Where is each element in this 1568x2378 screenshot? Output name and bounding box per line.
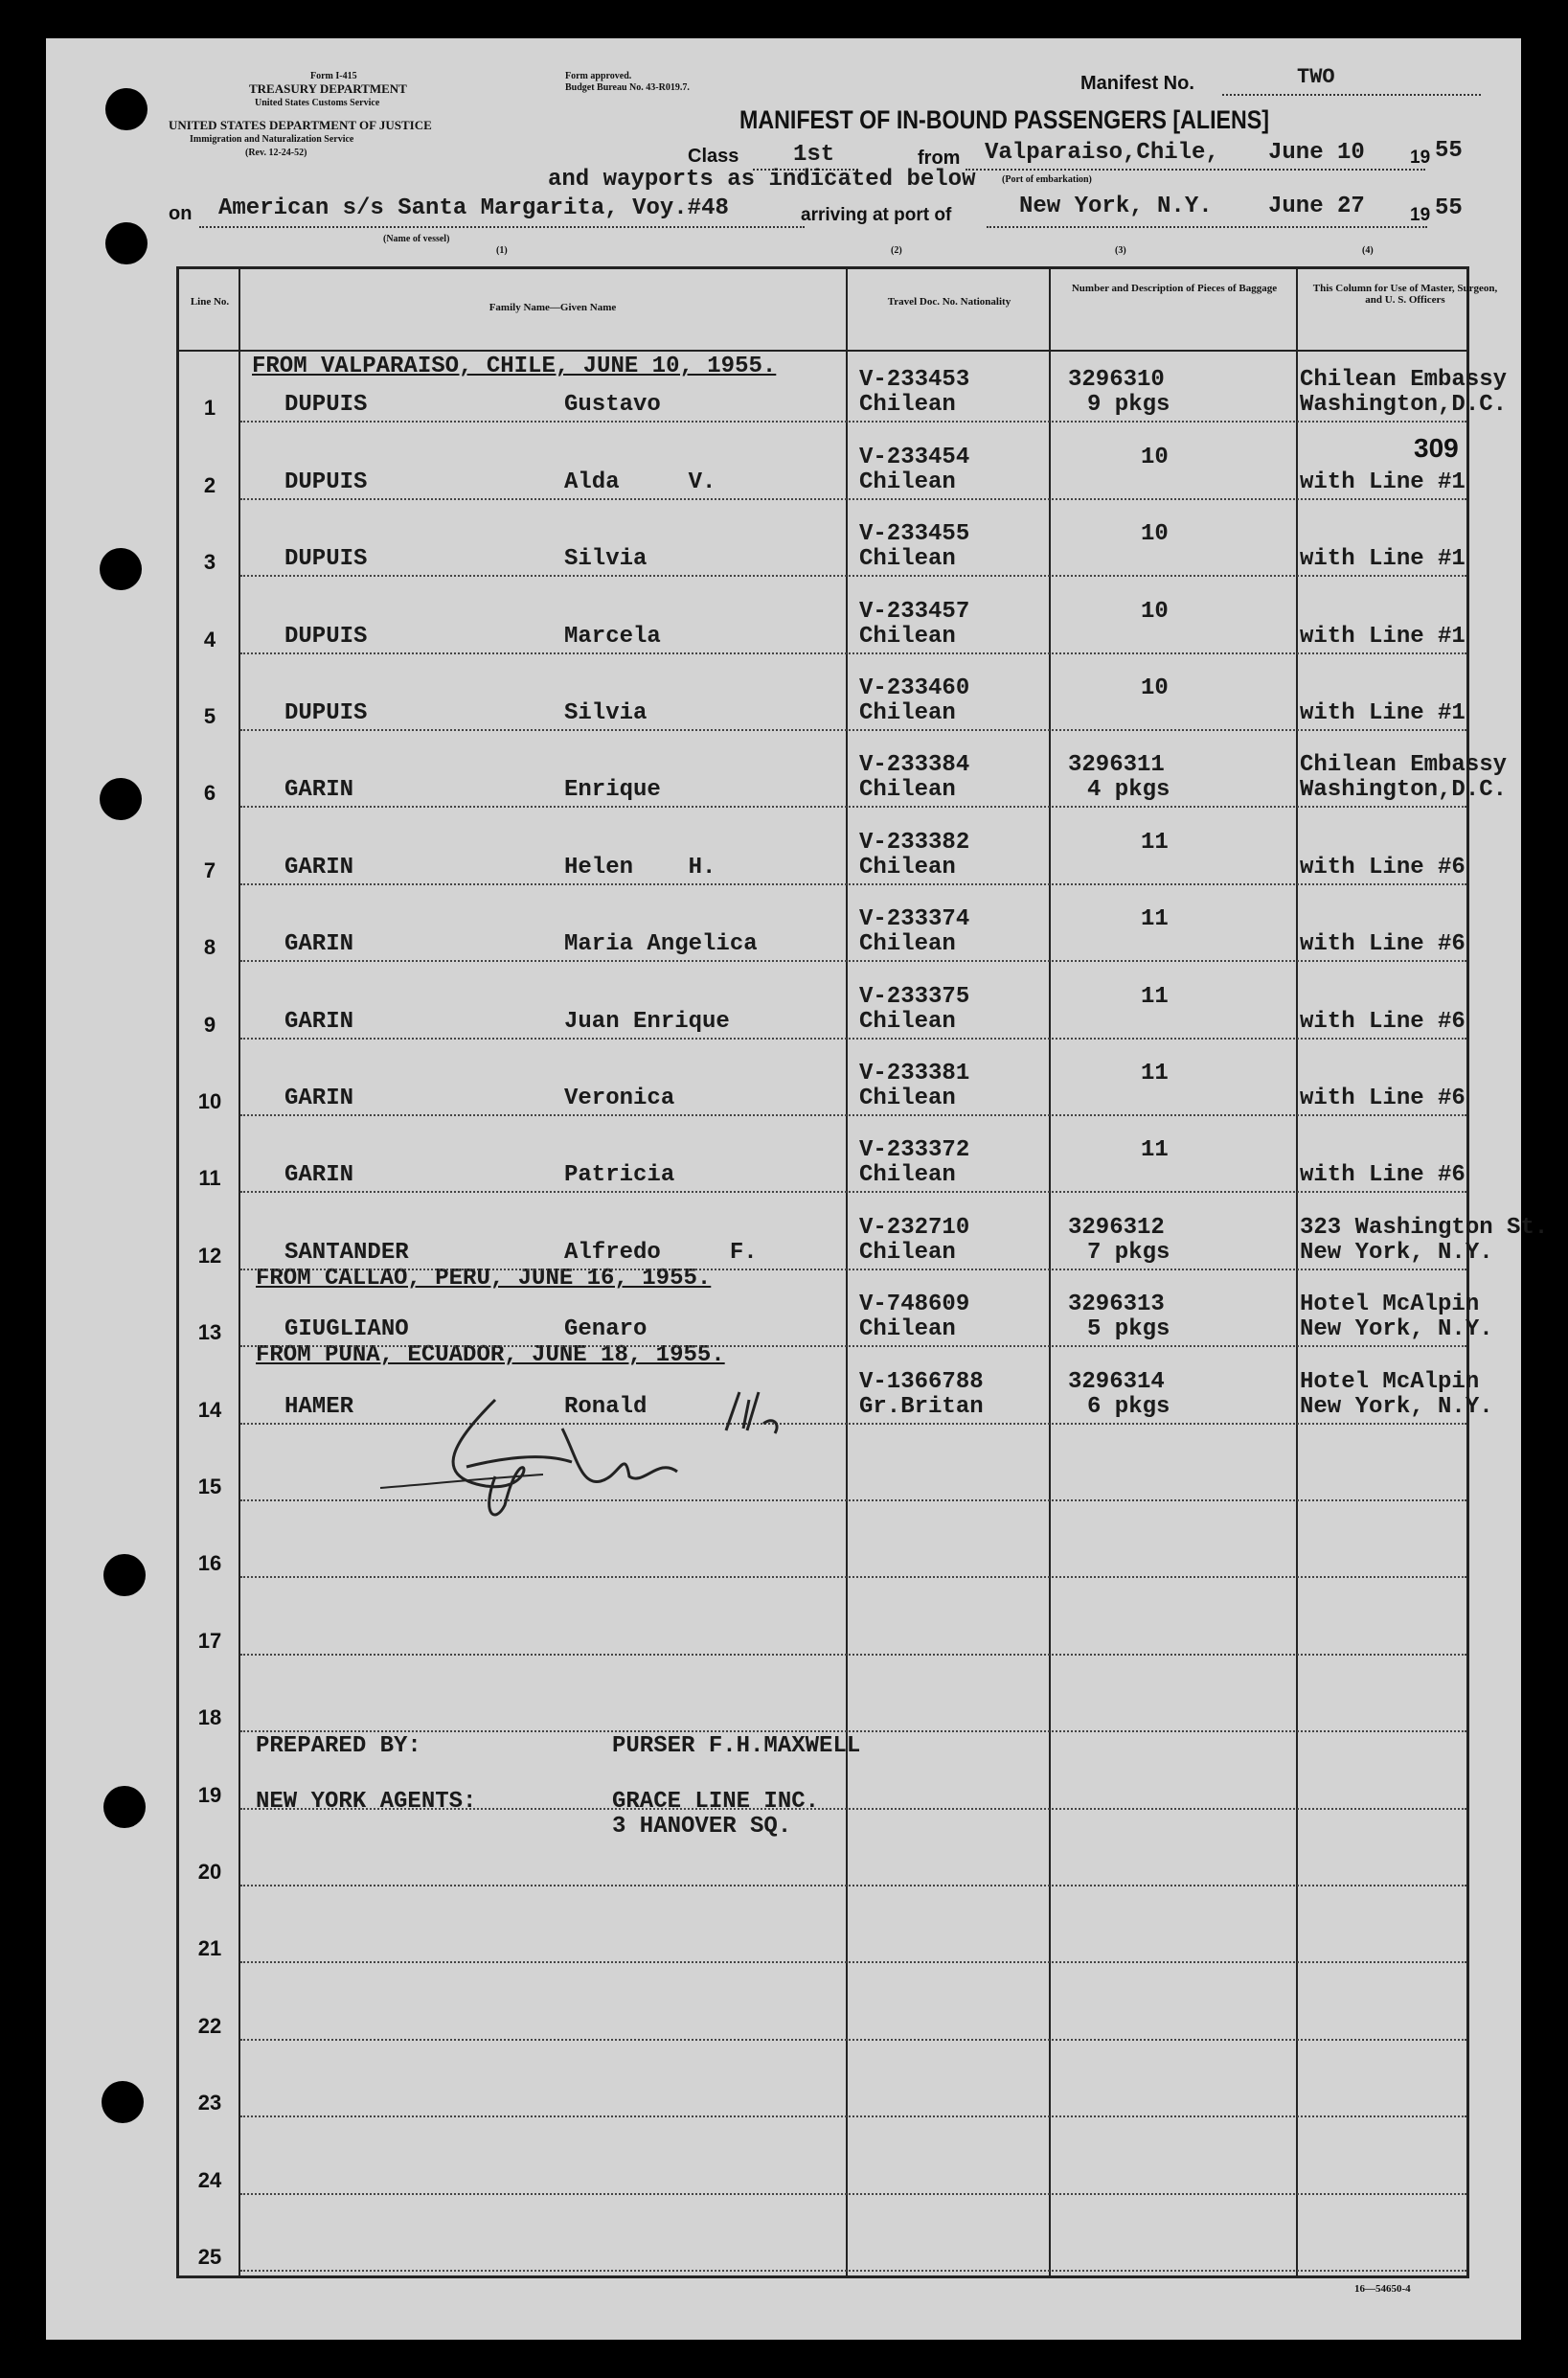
row-divider [240, 806, 1466, 808]
agents-line-2: 3 HANOVER SQ. [612, 1814, 792, 1840]
class-value: 1st [793, 142, 835, 168]
travel-doc-no: V-233460 [859, 675, 970, 701]
line-number: 1 [203, 396, 216, 421]
officer-note-2: with Line #1 [1300, 469, 1466, 495]
ins-label: Immigration and Naturalization Service [190, 134, 354, 145]
line-number: 12 [197, 1243, 222, 1268]
travel-doc-no: V-233384 [859, 752, 970, 779]
row-divider [240, 1576, 1466, 1578]
baggage-tag: 10 [1141, 521, 1169, 548]
officer-note-2: with Line #1 [1300, 623, 1466, 650]
travel-doc-no: V-233454 [859, 444, 970, 470]
row-divider [240, 1961, 1466, 1963]
travel-doc-no: V-233382 [859, 829, 970, 856]
treasury-dept: TREASURY DEPARTMENT [249, 81, 407, 96]
row-divider [240, 883, 1466, 885]
row-divider [240, 1114, 1466, 1116]
officer-note-1: Chilean Embassy [1300, 752, 1508, 779]
officer-note-2: with Line #6 [1300, 931, 1466, 958]
travel-doc-no: V-233455 [859, 521, 970, 548]
officer-note-2: with Line #1 [1300, 700, 1466, 726]
from-port: Valparaiso,Chile, [985, 140, 1219, 166]
wayports-note: and wayports as indicated below [548, 167, 976, 193]
agents-label: NEW YORK AGENTS: [256, 1789, 477, 1815]
given-name: Alfredo F. [564, 1239, 758, 1266]
nationality: Chilean [859, 777, 956, 804]
baggage-tag: 10 [1141, 675, 1169, 701]
from-date: June 10 [1268, 140, 1365, 166]
given-name: Gustavo [564, 392, 661, 419]
officer-note-2: with Line #6 [1300, 854, 1466, 880]
officer-note-1: Hotel McAlpin [1300, 1292, 1480, 1318]
line-number: 19 [197, 1782, 222, 1807]
family-name: DUPUIS [284, 392, 368, 419]
family-name: GARIN [284, 1086, 354, 1111]
officer-note-2: with Line #6 [1300, 1162, 1466, 1189]
officer-note-2: New York, N.Y. [1300, 1316, 1493, 1343]
baggage-tag: 3296314 [1068, 1368, 1165, 1395]
section-heading-valparaiso: FROM VALPARAISO, CHILE, JUNE 10, 1955. [252, 354, 777, 379]
prepared-by-label: PREPARED BY: [256, 1733, 421, 1759]
arrival-year-prefix: 19 [1410, 205, 1431, 225]
family-name: SANTANDER [284, 1239, 409, 1266]
given-name: Enrique [564, 777, 661, 804]
baggage-tag: 10 [1141, 598, 1169, 625]
row-divider [240, 1191, 1466, 1193]
line-number: 22 [197, 2013, 222, 2038]
line-number: 10 [197, 1089, 222, 1113]
officer-note-1: 323 Washington St. [1300, 1214, 1549, 1241]
page-number: 309 [1414, 433, 1459, 463]
family-name: DUPUIS [284, 623, 368, 650]
header-travel-doc: Travel Doc. No. Nationality [887, 296, 1011, 308]
family-name: GARIN [284, 1162, 354, 1189]
given-name: Ronald [564, 1393, 648, 1420]
vessel-label: (Name of vessel) [383, 234, 450, 244]
given-name: Veronica [564, 1086, 675, 1111]
travel-doc-no: V-233375 [859, 983, 970, 1010]
travel-doc-no: V-748609 [859, 1292, 970, 1318]
given-name: Silvia [564, 546, 648, 573]
given-name: Maria Angelica [564, 931, 758, 958]
nationality: Chilean [859, 546, 956, 573]
row-divider [240, 498, 1466, 500]
baggage-tag: 3296311 [1068, 752, 1165, 779]
baggage-tag: 3296312 [1068, 1214, 1165, 1241]
from-year-prefix: 19 [1410, 148, 1431, 168]
baggage-tag: 11 [1141, 829, 1169, 856]
row-divider [240, 1885, 1466, 1886]
baggage-count: 7 pkgs [1087, 1239, 1170, 1266]
agents-line-1: GRACE LINE INC. [612, 1789, 820, 1815]
line-number: 17 [197, 1628, 222, 1653]
col-4-marker: (4) [1362, 245, 1374, 256]
nationality: Chilean [859, 700, 956, 726]
punch-hole [102, 2081, 144, 2123]
travel-doc-no: V-233381 [859, 1061, 970, 1086]
punch-hole [100, 548, 142, 590]
row-divider [240, 1345, 1466, 1347]
justice-dept: UNITED STATES DEPARTMENT OF JUSTICE [169, 118, 432, 132]
officer-note-2: with Line #6 [1300, 1086, 1466, 1111]
line-number: 20 [197, 1860, 222, 1884]
from-label: from [918, 148, 961, 169]
baggage-tag: 11 [1141, 1061, 1169, 1086]
baggage-tag: 11 [1141, 983, 1169, 1010]
form-number: Form I-415 [310, 71, 357, 81]
on-label: on [169, 203, 193, 224]
nationality: Gr.Britan [859, 1393, 984, 1420]
baggage-count: 6 pkgs [1087, 1393, 1170, 1420]
row-divider [240, 729, 1466, 731]
row-divider [240, 1654, 1466, 1656]
line-number: 2 [203, 472, 216, 497]
baggage-tag: 10 [1141, 444, 1169, 470]
nationality: Chilean [859, 854, 956, 880]
family-name: DUPUIS [284, 546, 368, 573]
arrival-date: June 27 [1268, 194, 1365, 219]
nationality: Chilean [859, 1162, 956, 1189]
given-name: Alda V. [564, 469, 716, 495]
col-3-marker: (3) [1115, 245, 1126, 256]
punch-hole [103, 1786, 146, 1828]
line-number: 16 [197, 1551, 222, 1576]
passenger-table [176, 266, 1549, 2278]
baggage-tag: 3296310 [1068, 367, 1165, 394]
given-name: Juan Enrique [564, 1008, 730, 1035]
manifest-page [46, 38, 1549, 2340]
vessel-name: American s/s Santa Margarita, Voy.#48 [218, 195, 729, 221]
nationality: Chilean [859, 623, 956, 650]
punch-hole [100, 778, 142, 820]
class-label: Class [688, 146, 739, 167]
row-divider [240, 2039, 1466, 2041]
officer-note-2: New York, N.Y. [1300, 1239, 1493, 1266]
row-divider [240, 1038, 1466, 1040]
nationality: Chilean [859, 931, 956, 958]
nationality: Chilean [859, 1239, 956, 1266]
family-name: GARIN [284, 931, 354, 958]
officer-note-1: Hotel McAlpin [1300, 1368, 1480, 1395]
section-heading-puna: FROM PUNA, ECUADOR, JUNE 18, 1955. [256, 1342, 725, 1368]
line-number: 9 [203, 1012, 216, 1037]
punch-hole [105, 88, 148, 130]
travel-doc-no: V-233372 [859, 1137, 970, 1164]
baggage-tag: 11 [1141, 1137, 1169, 1164]
line-number: 8 [203, 935, 216, 960]
given-name: Helen H. [564, 854, 716, 880]
row-divider [240, 2115, 1466, 2117]
family-name: DUPUIS [284, 700, 368, 726]
from-year: 55 [1435, 138, 1463, 164]
officer-note-2: with Line #1 [1300, 546, 1466, 573]
header-name: Family Name—Given Name [489, 302, 617, 313]
family-name: HAMER [284, 1393, 354, 1420]
punch-hole [103, 1554, 146, 1596]
row-divider [240, 1269, 1466, 1270]
arrival-year: 55 [1435, 195, 1463, 221]
line-number: 18 [197, 1705, 222, 1730]
line-number: 25 [197, 2245, 222, 2269]
nationality: Chilean [859, 1086, 956, 1111]
col-1-marker: (1) [496, 245, 508, 256]
punch-hole [105, 222, 148, 264]
row-divider [240, 652, 1466, 654]
given-name: Patricia [564, 1162, 675, 1189]
family-name: DUPUIS [284, 469, 368, 495]
section-heading-callao: FROM CALLAO, PERU, JUNE 16, 1955. [256, 1266, 712, 1292]
customs-service: United States Customs Service [255, 98, 380, 108]
col-2-marker: (2) [891, 245, 902, 256]
line-number: 13 [197, 1320, 222, 1345]
travel-doc-no: V-233453 [859, 367, 970, 394]
family-name: GARIN [284, 777, 354, 804]
given-name: Genaro [564, 1316, 648, 1343]
family-name: GARIN [284, 854, 354, 880]
line-number: 15 [197, 1475, 222, 1498]
header-baggage: Number and Description of Pieces of Baggage [1071, 283, 1278, 294]
manifest-no-value: TWO [1297, 65, 1335, 89]
row-divider [240, 2270, 1466, 2272]
officer-note-2: New York, N.Y. [1300, 1393, 1493, 1420]
baggage-count: 4 pkgs [1087, 777, 1170, 804]
nationality: Chilean [859, 392, 956, 419]
nationality: Chilean [859, 469, 956, 495]
row-divider [240, 1730, 1466, 1732]
officer-note-2: with Line #6 [1300, 1008, 1466, 1035]
handwritten-signature [371, 1371, 811, 1534]
arrival-port: New York, N.Y. [1019, 194, 1213, 219]
given-name: Marcela [564, 623, 661, 650]
travel-doc-no: V-232710 [859, 1214, 970, 1241]
travel-doc-no: V-233374 [859, 906, 970, 933]
given-name: Silvia [564, 700, 648, 726]
nationality: Chilean [859, 1316, 956, 1343]
port-embarkation-label: (Port of embarkation) [1002, 174, 1092, 185]
manifest-no-label: Manifest No. [1080, 73, 1194, 94]
line-number: 6 [203, 781, 216, 806]
revision: (Rev. 12-24-52) [245, 148, 307, 158]
line-number: 3 [203, 550, 216, 575]
line-number: 21 [197, 1936, 222, 1961]
row-divider [240, 421, 1466, 423]
baggage-count: 5 pkgs [1087, 1316, 1170, 1343]
family-name: GARIN [284, 1008, 354, 1035]
officer-note-1: Chilean Embassy [1300, 367, 1508, 394]
row-divider [240, 2193, 1466, 2195]
header-line-no: Line No. [190, 296, 230, 308]
form-approved: Form approved. [565, 71, 632, 81]
line-number: 7 [203, 857, 216, 882]
budget-bureau: Budget Bureau No. 43-R019.7. [565, 82, 690, 93]
line-number: 11 [198, 1166, 221, 1191]
line-number: 14 [197, 1397, 222, 1422]
footer-code: 16—54650-4 [1354, 2283, 1411, 2295]
prepared-by-value: PURSER F.H.MAXWELL [612, 1733, 861, 1759]
nationality: Chilean [859, 1008, 956, 1035]
line-number: 4 [203, 627, 216, 652]
officer-note-2: Washington,D.C. [1300, 392, 1508, 419]
travel-doc-no: V-1366788 [859, 1368, 984, 1395]
page-title: MANIFEST OF IN-BOUND PASSENGERS [ALIENS] [739, 105, 1270, 134]
line-number: 23 [197, 2091, 222, 2115]
baggage-tag: 3296313 [1068, 1292, 1165, 1318]
row-divider [240, 960, 1466, 962]
arriving-label: arriving at port of [801, 205, 952, 225]
line-number: 5 [203, 704, 216, 728]
travel-doc-no: V-233457 [859, 598, 970, 625]
baggage-count: 9 pkgs [1087, 392, 1170, 419]
family-name: GIUGLIANO [284, 1316, 409, 1343]
row-divider [240, 575, 1466, 577]
officer-note-2: Washington,D.C. [1300, 777, 1508, 804]
line-number: 24 [197, 2167, 222, 2192]
header-officers: This Column for Use of Master, Surgeon, and U. S. Officers [1312, 283, 1498, 306]
baggage-tag: 11 [1141, 906, 1169, 933]
